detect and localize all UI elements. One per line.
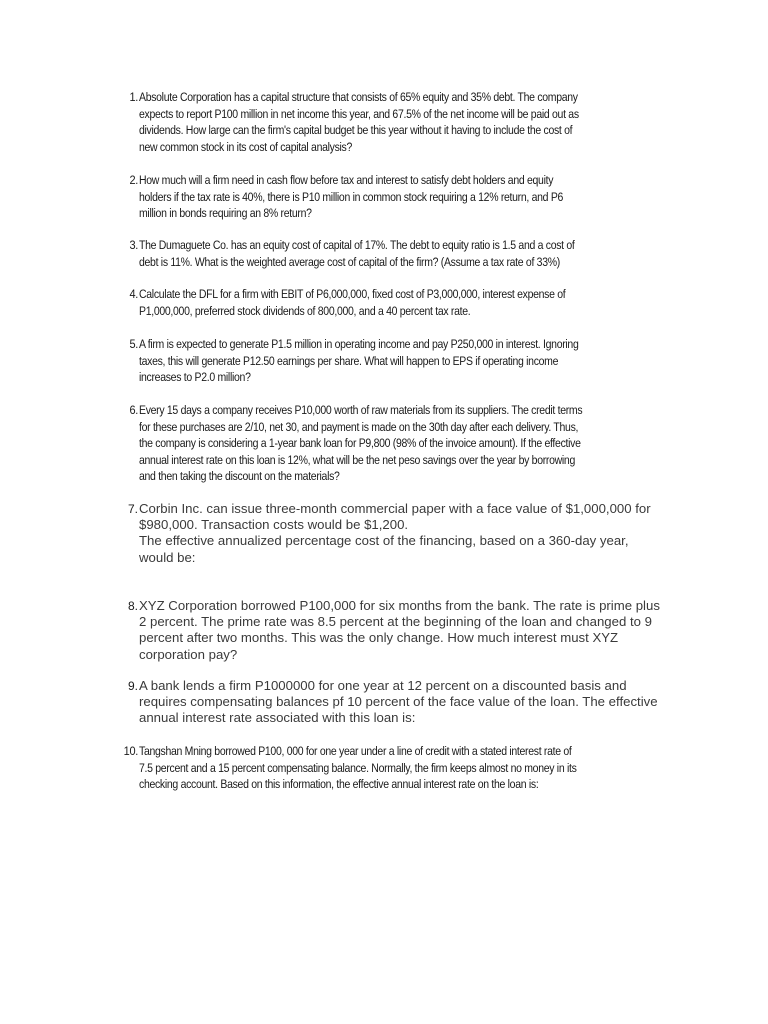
question-line: would be: [139,549,196,565]
question-line: The Dumaguete Co. has an equity cost of capital of 17%. The debt to equity ratio is 1.5 and a cost of [139,238,575,252]
question-number: 9. [127,679,138,693]
question-line: corporation pay? [139,646,238,662]
question-line: and then taking the discount on the materials? [139,469,340,484]
question-line: Absolute Corporation has a capital structure that consists of 65% equity and 35% debt. The company [139,90,578,104]
question-line: checking account. Based on this information, the effective annual interest rate on the loan is: [139,777,539,792]
question-line: 2 percent. The prime rate was 8.5 percent at the beginning of the loan and changed to 9 [139,614,652,630]
question-text [139,237,684,270]
question-line: A bank lends a firm P1000000 for one year at 12 percent on a discounted basis and [139,678,627,693]
question-line: annual interest rate associated with this loan is: [139,710,416,726]
question-line: Calculate the DFL for a firm with EBIT of P6,000,000, fixed cost of P3,000,000, interest expense of [139,287,566,301]
question-line: annual interest rate on this loan is 12%, what will be the net peso savings over the year by borrowing [139,452,575,467]
question-line: Every 15 days a company receives P10,000 worth of raw materials from its suppliers. The credit terms [139,403,583,417]
question-line: $980,000. Transaction costs would be $1,200. [139,517,409,533]
question-text [139,286,684,319]
question-text [139,402,684,485]
question-text [139,172,684,222]
question-number: 1. [129,90,138,104]
question-line: the company is considering a 1-year bank loan for P9,800 (98% of the invoice amount). If the effective [139,436,581,451]
question-number: 5. [129,337,138,351]
question-text [139,678,684,727]
question-number: 6. [129,403,138,417]
question-line: requires compensating balances pf 10 percent of the face value of the loan. The effective [139,694,658,710]
question-line: debt is 11%. What is the weighted average cost of capital of the firm? (Assume a tax rate of 33%) [139,254,560,269]
question-text [139,501,684,566]
question-line: The effective annualized percentage cost of the financing, based on a 360-day year, [139,533,629,549]
question-line: A firm is expected to generate P1.5 million in operating income and pay P250,000 in interest. Ignoring [139,337,579,351]
question-line: 7.5 percent and a 15 percent compensating balance. Normally, the firm keeps almost no money in its [139,760,577,775]
question-text [139,89,684,155]
question-line: holders if the tax rate is 40%, there is P10 million in common stock requiring a 12% return, and P6 [139,189,564,204]
question-line: Tangshan Mning borrowed P100, 000 for one year under a line of credit with a stated interest rate of [139,744,572,758]
question-number: 7. [127,502,138,516]
question-line: dividends. How large can the firm's capital budget be this year without it having to include the cost of [139,123,573,138]
question-line: new common stock in its cost of capital analysis? [139,139,353,154]
question-line: P1,000,000, preferred stock dividends of 800,000, and a 40 percent tax rate. [139,303,471,318]
question-number: 10. [123,744,138,758]
question-number: 4. [129,287,138,301]
question-text [139,743,684,793]
question-line: increases to P2.0 million? [139,370,251,385]
question-number: 2. [129,173,138,187]
question-line: XYZ Corporation borrowed P100,000 for six months from the bank. The rate is prime plus [139,598,660,613]
question-number: 3. [129,238,138,252]
question-line: percent after two months. This was the only change. How much interest must XYZ [139,630,619,646]
question-line: for these purchases are 2/10, net 30, and payment is made on the 30th day after each delivery. Thus, [139,419,579,434]
question-text [139,336,684,386]
question-text [139,598,684,663]
question-line: expects to report P100 million in net income this year, and 67.5% of the net income will be paid out as [139,106,579,121]
question-line: Corbin Inc. can issue three-month commercial paper with a face value of $1,000,000 for [139,501,651,516]
question-line: million in bonds requiring an 8% return? [139,206,312,221]
question-line: taxes, this will generate P12.50 earnings per share. What will happen to EPS if operating income [139,353,559,368]
question-number: 8. [127,599,138,613]
question-line: How much will a firm need in cash flow before tax and interest to satisfy debt holders and equity [139,173,554,187]
